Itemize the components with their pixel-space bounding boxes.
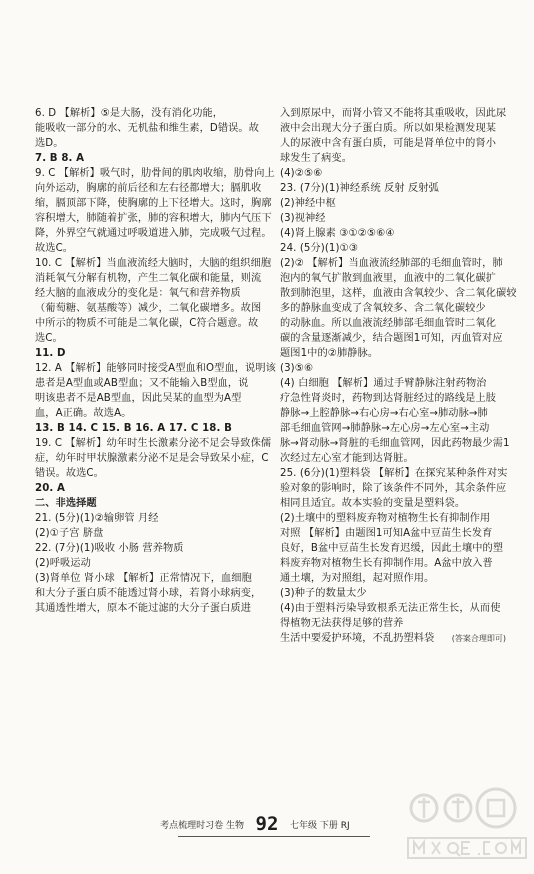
answer-line — [35, 376, 249, 391]
answer-text: 患者是A型血或AB型血；又不能输入B型血，说 — [35, 378, 249, 389]
answer-text: 良好，B盆中豆苗生长发育迟缓，因此土壤中的塑 — [280, 543, 504, 554]
answer-line — [280, 571, 434, 586]
answer-text: 血，A正确。故选A。 — [35, 408, 132, 419]
answer-line — [280, 376, 487, 391]
answer-line — [35, 181, 261, 196]
answer-line — [280, 616, 403, 631]
footer-book-title: 考点梳理时习卷 生物 — [160, 821, 244, 831]
answer-text: 10. C 【解析】当血液流经大脑时，大脑的组织细胞 — [35, 258, 272, 269]
answer-line — [35, 316, 258, 331]
answer-text: 缩，膈顶部下降，使胸廓的上下径增大。这时，胸廓 — [35, 198, 272, 209]
answer-text: (2)①子宫 脐盘 — [35, 528, 104, 539]
answer-line — [280, 346, 378, 361]
answer-line — [35, 496, 97, 511]
answer-text: (4)肾上腺素 ③①②⑤⑥④ — [280, 228, 395, 239]
answer-text: 的动脉血。所以血液流经肺部毛细血管时二氧化 — [280, 318, 497, 329]
answer-line — [280, 511, 490, 526]
answer-text: 错误。故选C。 — [35, 468, 104, 479]
answer-line — [280, 121, 496, 136]
answer-text: 泡内的氧气扩散到血液里，血液中的二氧化碳扩 — [280, 273, 497, 284]
answer-line — [35, 196, 272, 211]
answer-line — [35, 151, 84, 166]
answer-line — [280, 181, 439, 196]
answer-line — [280, 361, 313, 376]
answer-text: 其通透性增大，原本不能过滤的大分子蛋白质进 — [35, 603, 252, 614]
answer-text: 明该患者不是AB型血，因此吴某的血型为A型 — [35, 393, 242, 404]
answer-text: 生活中要爱护环境，不乱扔塑料袋 — [280, 633, 435, 644]
answer-text: 向外运动，胸廓的前后径和左右径都增大；膈肌收 — [35, 183, 262, 194]
answer-line — [280, 331, 503, 346]
answer-text: 脉→肾动脉→肾脏的毛细血管网，因此药物最少需1 — [280, 438, 510, 449]
answer-text: 20. A — [35, 483, 65, 494]
answer-line — [280, 241, 358, 256]
answer-line — [35, 166, 275, 181]
answer-line — [35, 436, 271, 451]
answer-line — [35, 481, 65, 496]
answer-text: 中所示的物质不可能是二氧化碳，C符合题意。故 — [35, 318, 259, 329]
answer-text: （葡萄糖、氨基酸等）减少，二氧化碳增多。故图 — [35, 303, 262, 314]
answer-text: 7. B 8. A — [35, 153, 85, 164]
answer-text: 验对象的影响时，除了该条件不同外，其余条件应 — [280, 483, 507, 494]
answer-text: (2)呼吸运动 — [35, 558, 91, 569]
footer-grade-info: 七年级 下册 RJ — [290, 821, 350, 831]
answer-text: 散到肺泡里，这样，血液由含氧较少、含二氧化碳较 — [280, 288, 517, 299]
answer-line — [280, 106, 506, 121]
answer-text: 相同且适宜。故本实验的变量是塑料袋。 — [280, 498, 466, 509]
answer-text: 容积增大，肺随着扩张，肺的容积增大，肺内气压下 — [35, 213, 272, 224]
answer-line — [35, 556, 91, 571]
answer-line — [280, 151, 352, 166]
answer-text: (2)神经中枢 — [280, 198, 336, 209]
answer-text: 6. D 【解析】⑤是大肠，没有消化功能， — [35, 108, 224, 119]
answer-line — [35, 466, 104, 481]
answer-text: 9. C 【解析】吸气时，肋骨间的肌肉收缩，肋骨向上 — [35, 168, 275, 179]
answer-line — [280, 541, 503, 556]
answer-text: 和大分子蛋白质不能透过肾小球，若肾小球病变， — [35, 588, 262, 599]
answer-line — [35, 511, 159, 526]
answer-line — [280, 196, 336, 211]
answer-text: 部毛细血管网→肺静脉→左心房→左心室→主动 — [280, 423, 490, 434]
answer-line — [280, 316, 496, 331]
answer-line — [280, 586, 367, 601]
answer-text: 21. (5分)(1)②输卵管 月经 — [35, 513, 159, 524]
answer-line — [35, 451, 269, 466]
answer-line — [280, 211, 326, 226]
answer-text: 入到原尿中，而肾小管又不能将其重吸收，因此尿 — [280, 108, 507, 119]
answer-text: 疗急性肾炎时，药物到达肾脏经过的路线是上肢 — [280, 393, 497, 404]
answer-line — [280, 256, 503, 271]
answer-text: (2)② 【解析】当血液流经肺部的毛细血管时，肺 — [280, 258, 503, 269]
answer-text: 19. C 【解析】幼年时生长激素分泌不足会导致侏儒 — [35, 438, 272, 449]
answer-line — [35, 121, 259, 136]
answer-line — [35, 136, 64, 151]
answer-line — [35, 571, 252, 586]
answer-text: 经大脑的血液成分的变化是：氧气和营养物质 — [35, 288, 241, 299]
answer-line — [280, 166, 322, 181]
answer-text: 选D。 — [35, 138, 64, 149]
answer-line — [280, 496, 465, 511]
footer-rule — [178, 836, 370, 837]
answer-text: (4) 白细胞 【解析】通过手臂静脉注射药物治 — [280, 378, 487, 389]
answer-line — [35, 526, 103, 541]
answer-text: 题图1中的②肺静脉。 — [280, 348, 379, 359]
answer-text: 降，外界空气就通过呼吸道进入肺，完成吸气过程。 — [35, 228, 272, 239]
answer-text: 碳的含量逐渐减少，结合题图1可知，丙血管对应 — [280, 333, 503, 344]
answer-line — [280, 631, 434, 646]
answer-line — [280, 226, 395, 241]
answer-text: 二、非选择题 — [35, 498, 97, 509]
page-number: 92 — [255, 813, 279, 835]
answer-note: (答案合理即可) — [451, 634, 506, 643]
answer-text: 症，幼年时甲状腺激素分泌不足是会导致呆小症，C — [35, 453, 269, 464]
answer-line — [280, 301, 486, 316]
answer-line — [35, 211, 272, 226]
answer-line — [35, 106, 223, 121]
answer-text: 25. (6分)(1)塑料袋 【解析】在探究某种条件对实 — [280, 468, 508, 479]
answer-text: (2)土壤中的塑料废弃物对植物生长有抑制作用 — [280, 513, 491, 524]
answer-line — [280, 481, 506, 496]
answer-line — [280, 391, 496, 406]
answer-line — [280, 271, 496, 286]
answer-line — [280, 466, 508, 481]
watermark-logo — [404, 776, 532, 866]
answer-text: 静脉→上腔静脉→右心房→右心室→肺动脉→肺 — [280, 408, 488, 419]
answer-text: 人的尿液中含有蛋白质，可能是肾单位中的肾小 — [280, 138, 497, 149]
answer-line — [35, 241, 73, 256]
answer-line — [35, 331, 63, 346]
answer-line — [280, 286, 517, 301]
answer-text: 22. (7分)(1)吸收 小肠 营养物质 — [35, 543, 184, 554]
answer-line — [35, 346, 66, 361]
answer-text: 通土壤，为对照组，起对照作用。 — [280, 573, 435, 584]
answer-text: 液中会出现大分子蛋白质。所以如果检测发现某 — [280, 123, 497, 134]
answer-line — [35, 256, 271, 271]
answer-text: 对照 【解析】由题图1可知A盆中豆苗生长发育 — [280, 528, 493, 539]
answer-text: 23. (7分)(1)神经系统 反射 反射弧 — [280, 183, 439, 194]
answer-line — [35, 226, 272, 241]
answer-text: (3)种子的数量太少 — [280, 588, 367, 599]
answer-line — [280, 556, 493, 571]
answer-line — [280, 421, 489, 436]
answer-line — [35, 601, 251, 616]
answer-text: 次经过左心室才能到达肾脏。 — [280, 453, 414, 464]
answer-text: (3)⑤⑥ — [280, 363, 314, 374]
answer-text: 24. (5分)(1)①③ — [280, 243, 359, 254]
answer-line — [35, 406, 131, 421]
answer-text: (3)肾单位 肾小球 【解析】正常情况下，血细胞 — [35, 573, 252, 584]
answer-text: 多的静脉血变成了含氧较多、含二氧化碳较少 — [280, 303, 486, 314]
answer-line — [35, 361, 276, 376]
answer-line — [280, 601, 500, 616]
answer-text: 选C。 — [35, 333, 63, 344]
answer-text: (3)视神经 — [280, 213, 326, 224]
answer-line — [35, 421, 232, 436]
answer-line — [35, 541, 184, 556]
answer-text: (4)由于塑料污染导致根系无法正常生长，从而使 — [280, 603, 501, 614]
answer-text: 球发生了病变。 — [280, 153, 353, 164]
answer-line — [280, 406, 488, 421]
answer-line — [280, 451, 414, 466]
answer-text: 能吸收一部分的水、无机盐和维生素，D错误。故 — [35, 123, 259, 134]
answer-line — [280, 136, 496, 151]
answer-line — [35, 301, 261, 316]
answer-text: 11. D — [35, 348, 66, 359]
answer-line — [35, 586, 261, 601]
answer-line — [35, 391, 241, 406]
answer-text: 消耗氧气分解有机物，产生二氧化碳和能量，则流 — [35, 273, 262, 284]
answer-text: 12. A 【解析】能够同时接受A型血和O型血，说明该 — [35, 363, 276, 374]
answer-line — [280, 526, 492, 541]
answer-text: 得植物无法获得足够的营养 — [280, 618, 404, 629]
answer-text: 料废弃物对植物生长有抑制作用。A盆中放入普 — [280, 558, 493, 569]
answer-text: 13. B 14. C 15. B 16. A 17. C 18. B — [35, 423, 232, 434]
answer-line — [35, 271, 261, 286]
answer-line — [280, 436, 510, 451]
answer-text: 故选C。 — [35, 243, 74, 254]
answer-line — [35, 286, 241, 301]
answer-text: (4)②⑤⑥ — [280, 168, 323, 179]
